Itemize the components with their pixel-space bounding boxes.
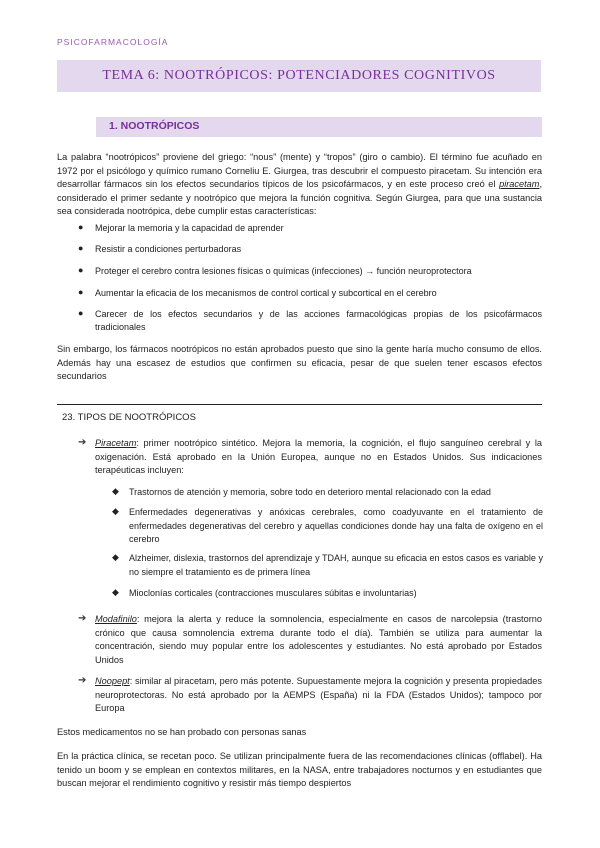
- list-item: Mejorar la memoria y la capacidad de aprender: [95, 223, 284, 233]
- modafinilo-entry: [95, 613, 542, 667]
- bullet-dot-icon: ●: [78, 287, 84, 297]
- title-band: [57, 60, 541, 92]
- list-item: Aumentar la eficacia de los mecanismos de control cortical y subcortical en el cerebro: [95, 288, 437, 298]
- list-item: Carecer de los efectos secundarios y de las acciones farmacológicas propias de los psicofármacos tradicionales: [95, 309, 542, 332]
- list-item: Resistir a condiciones perturbadoras: [95, 244, 242, 254]
- bullet-dot-icon: ●: [78, 265, 84, 275]
- piracetam-text: : primer nootrópico sintético. Mejora la memoria, la cognición, el flujo sanguíneo cerebral y la oxigenación. Está aprobado en la Unión Europea, aunque no en Estados Unidos. Sus indicaciones terapéuticas incluyen:: [95, 438, 542, 475]
- arrow-right-icon: ➔: [78, 675, 87, 686]
- section1-closing: Sin embargo, los fármacos nootrópicos no están aprobados puesto que sino la gente haría mucho consumo de ellos. Además hay una escasez de estudios que confirmen su eficacia, pesar de que suelen tener escasos efectos secundarios: [57, 344, 542, 381]
- arrow-right-icon: ➔: [78, 437, 87, 448]
- modafinilo-text: : mejora la alerta y reduce la somnolencia, especialmente en casos de narcolepsia (trastorno crónico que causa somnolencia extrema durante todo el día). También se utiliza para aumentar la concentración, siendo muy popular entre los adolescentes y estudiantes. No está aprobado por Estados Unidos: [95, 614, 542, 665]
- untested-note: Estos medicamentos no se han probado con personas sanas: [57, 727, 307, 737]
- section1-heading-band: [96, 117, 542, 137]
- modafinilo-name: Modafinilo: [95, 614, 137, 624]
- bullet-dot-icon: ●: [78, 243, 84, 253]
- clinical-practice-paragraph: En la práctica clínica, se recetan poco. Se utilizan principalmente fuera de las recomendaciones clínicas (offlabel). Ha tenido un boom y se emplean en contextos militares, en la NASA, entre trabajadores nocturnos y en estudiantes que buscan mejorar el rendimiento cognitivo y resistir más tiempo despiertos: [57, 751, 542, 788]
- section-divider: [57, 404, 542, 405]
- bullet-dot-icon: ●: [78, 222, 84, 232]
- list-item: Proteger el cerebro contra lesiones físicas o químicas (infecciones) → función neuroprotectora: [95, 266, 472, 276]
- piracetam-entry: [95, 437, 542, 478]
- page-title: TEMA 6: NOOTRÓPICOS: POTENCIADORES COGNITIVOS: [102, 68, 496, 83]
- list-item: Trastornos de atención y memoria, sobre todo en deterioro mental relacionado con la edad: [129, 487, 491, 497]
- list-item: Alzheimer, dislexia, trastornos del aprendizaje y TDAH, aunque su eficacia en estos casos es variable y no siempre el tratamiento es de primera línea: [129, 553, 543, 577]
- section2-heading: 23. TIPOS DE NOOTRÓPICOS: [62, 412, 196, 423]
- intro-term-piracetam: piracetam: [499, 179, 540, 189]
- diamond-bullet-icon: ◆: [112, 486, 119, 496]
- section1-intro: [57, 151, 542, 219]
- diamond-bullet-icon: ◆: [112, 506, 119, 516]
- subject-header: PSICOFARMACOLOGÍA: [57, 37, 169, 47]
- section1-heading: 1. NOOTRÓPICOS: [109, 120, 200, 132]
- list-item: Mioclonías corticales (contracciones musculares súbitas e involuntarias): [129, 588, 417, 598]
- noopept-text: : similar al piracetam, pero más potente. Supuestamente mejora la cognición y presenta propiedades neuroprotectoras. No está aprobado por la AEMPS (España) ni la FDA (Estados Unidos); tampoco por Europa: [95, 676, 542, 713]
- intro-text-b: , considerado el primer sedante y nootrópico que mejora la función cognitiva. Según Giurgea, para que una sustancia sea considerada nootrópica, debe cumplir estas características:: [57, 179, 542, 216]
- list-item: Enfermedades degenerativas y anóxicas cerebrales, como coadyuvante en el tratamiento de enfermedades degenerativas del cerebro y aquellas condiciones donde hay una falta de oxígeno en el cerebro: [129, 507, 543, 544]
- bullet-dot-icon: ●: [78, 308, 84, 318]
- noopept-name: Noopept: [95, 676, 130, 686]
- diamond-bullet-icon: ◆: [112, 552, 119, 562]
- diamond-bullet-icon: ◆: [112, 587, 119, 597]
- arrow-right-icon: ➔: [78, 613, 87, 624]
- noopept-entry: [95, 675, 542, 716]
- intro-text-a: La palabra “nootrópicos” proviene del griego: “nous” (mente) y “tropos” (giro o cambio). El término fue acuñado en 1972 por el psicólogo y químico rumano Corneliu E. Giurgea, tras descubrir el compuesto piracetam. Su intención era desarrollar fármacos sin los efectos secundarios típicos de los psicofármacos, y en este proceso creó el: [57, 152, 542, 189]
- piracetam-name: Piracetam: [95, 438, 137, 448]
